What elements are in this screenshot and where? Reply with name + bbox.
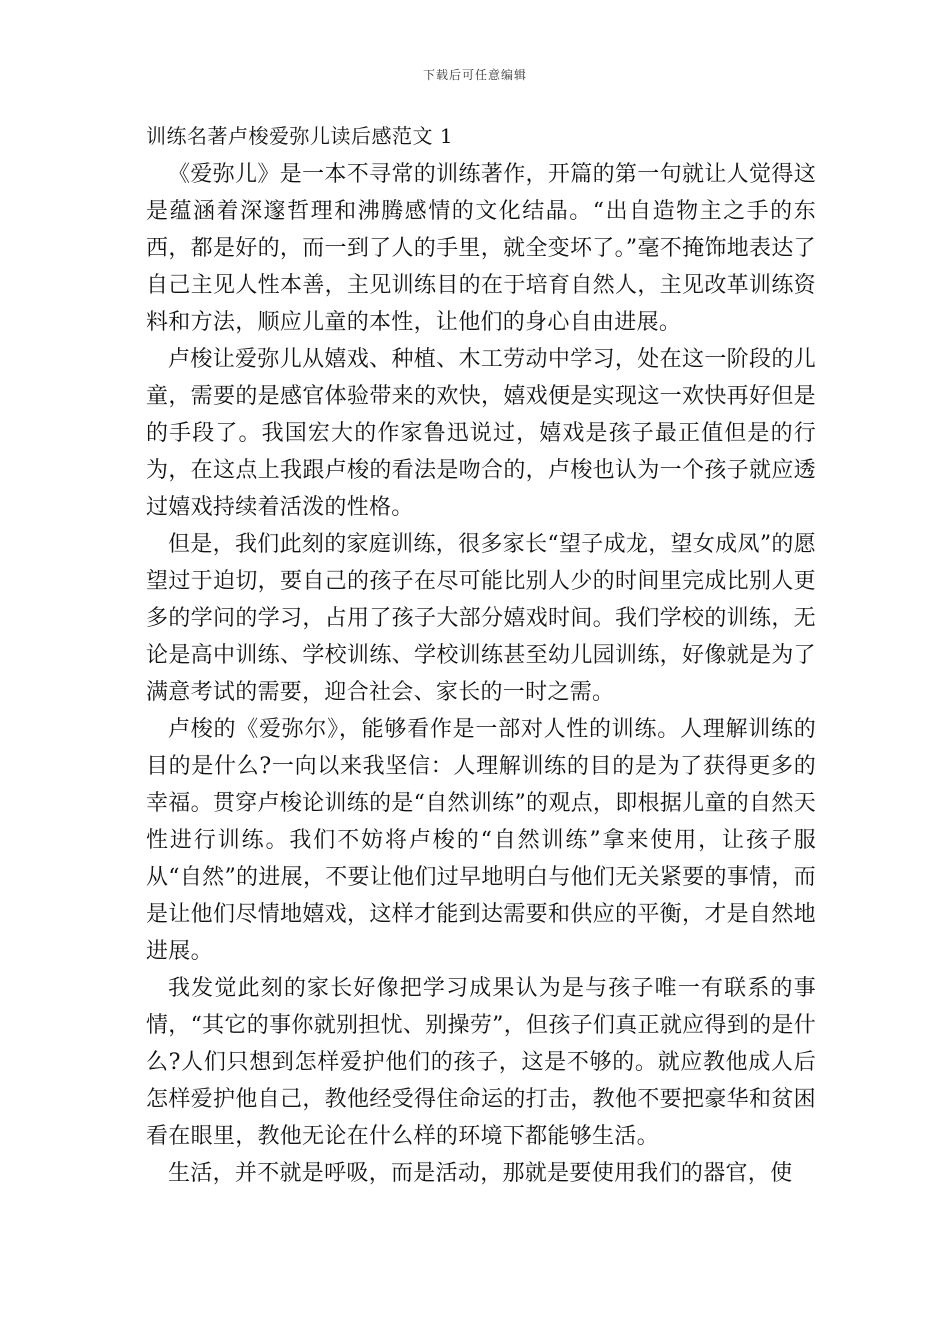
- paragraph-5: 我发觉此刻的家长好像把学习成果认为是与孩子唯一有联系的事情，“其它的事你就别担忧、别操劳”，但孩子们真正就应得到的是什么?人们只想到怎样爱护他们的孩子，这是不够的。就应教他成人后怎样爱护他自己，教他经受得住命运的打击，教他不要把豪华和贫困看在眼里，教他无论在什么样的环境下都能够生活。: [146, 976, 816, 1149]
- paragraph-6: 生活，并不就是呼吸，而是活动，那就是要使用我们的器官，使: [168, 1161, 793, 1186]
- paragraph-3: 但是，我们此刻的家庭训练，很多家长“望子成龙，望女成凤”的愿望过于迫切，要自己的孩子在尽可能比别人少的时间里完成比别人更多的学问的学习，占用了孩子大部分嬉戏时间。我们学校的训练，无论是高中训练、学校训练、学校训练甚至幼儿园训练，好像就是为了满意考试的需要，迎合社会、家长的一时之需。: [146, 532, 816, 705]
- header-note: 下载后可任意编辑: [422, 68, 527, 82]
- paragraph-4: 卢梭的《爱弥尔》，能够看作是一部对人性的训练。人理解训练的目的是什么?一向以来我坚信：人理解训练的目的是为了获得更多的幸福。贯穿卢梭论训练的是“自然训练”的观点，即根据儿童的自然天性进行训练。我们不妨将卢梭的“自然训练”拿来使用，让孩子服从“自然”的进展，不要让他们过早地明白与他们无关紧要的事情，而是让他们尽情地嬉戏，这样才能到达需要和供应的平衡，才是自然地进展。: [146, 717, 816, 964]
- document-body: [146, 156, 816, 1192]
- document-title: 训练名著卢梭爱弥儿读后感范文 1: [146, 124, 454, 148]
- paragraph-1: 《爱弥儿》是一本不寻常的训练著作，开篇的第一句就让人觉得这是蕴涵着深邃哲理和沸腾感情的文化结晶。“出自造物主之手的东西，都是好的，而一到了人的手里，就全变坏了。”毫不掩饰地表达了自己主见人性本善，主见训练目的在于培育自然人，主见改革训练资料和方法，顺应儿童的本性，让他们的身心自由进展。: [146, 162, 816, 335]
- paragraph-2: 卢梭让爱弥儿从嬉戏、种植、木工劳动中学习，处在这一阶段的儿童，需要的是感官体验带来的欢快，嬉戏便是实现这一欢快再好但是的手段了。我国宏大的作家鲁迅说过，嬉戏是孩子最正值但是的行为，在这点上我跟卢梭的看法是吻合的，卢梭也认为一个孩子就应透过嬉戏持续着活泼的性格。: [146, 347, 816, 520]
